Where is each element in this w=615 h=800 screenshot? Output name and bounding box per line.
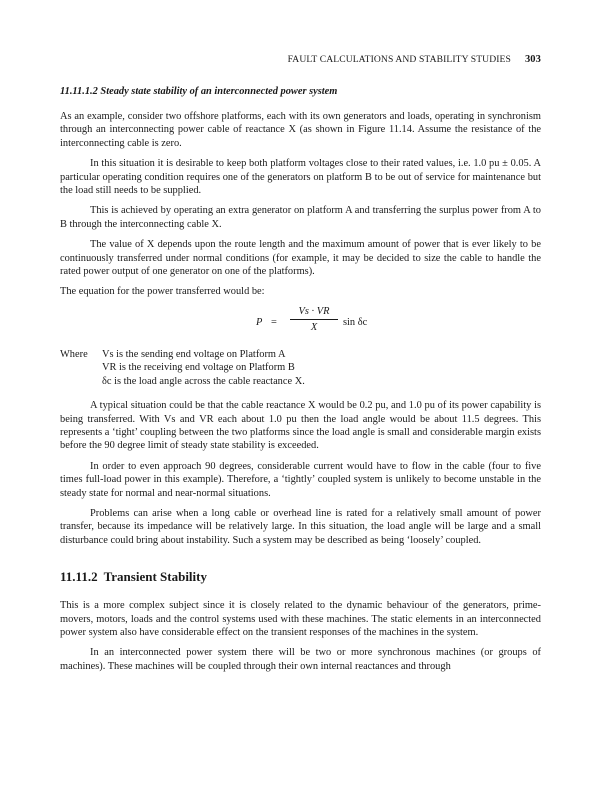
paragraph-2: In this situation it is desirable to keep both platform voltages close to their rated values, i.e. 1.0 pu ± 0.05. A particular operating condition requires one of the generators on platform B to be out of service for maintenance but the load still needs to be supplied. [60,158,541,197]
where-row [60,361,541,374]
equation-lhs: P [256,316,263,328]
where-row [60,348,541,361]
paragraph-7: In order to even approach 90 degrees, considerable current would have to flow in the cable (four to five times full-load power in this example). Therefore, a ‘tightly’ coupled system is unlikely to become unstable in the steady state for normal and near-normal situations. [60,460,541,499]
equation-denominator: X [310,321,318,333]
paragraph-1: As an example, consider two offshore platforms, each with its own generators and loads, operating in synchronism through an interconnecting power cable of reactance X (as shown in Figure 11.14. Assume the resistance of the interconnecting cable is zero. [60,111,541,149]
where-list [60,348,541,388]
power-equation [60,306,541,340]
page-number: 303 [524,54,541,65]
where-item: δc is the load angle across the cable reactance X. [102,375,305,387]
running-header [60,54,541,65]
paragraph-9: This is a more complex subject since it is closely related to the dynamic behaviour of the generators, prime-movers, motors, loads and the control systems used with these machines. The static elements in an interconnected power system also have considerable effect on the transient responses of the machines in the system. [60,600,541,638]
running-title: FAULT CALCULATIONS AND STABILITY STUDIES [287,54,511,65]
section-heading [60,569,541,585]
where-label: Where [60,348,88,360]
paragraph-4: The value of X depends upon the route length and the maximum amount of power that is ever likely to be continuously transferred under normal conditions (for example, it may be decided to size the cable to handle the rated power output of one generator on one of the platforms). [60,239,541,278]
paragraph-8: Problems can arise when a long cable or overhead line is rated for a relatively small amount of power transfer, because its impedance will be relatively large. In this situation, the load angle will be large and a small disturbance could bring about instability. Such a system may be described as being ‘loosely’ coupled. [60,507,541,546]
paragraph-10: In an interconnected power system there will be two or more synchronous machines (or groups of machines). These machines will be coupled through their own internal reactances and through [60,647,541,672]
page-body [60,86,541,680]
equation-trig: sin δc [343,316,368,328]
equation-equals: = [271,316,277,328]
paragraph-5: The equation for the power transferred would be: [60,286,265,298]
section-title: Transient Stability [103,569,207,585]
where-item: Vs is the sending end voltage on Platform A [102,348,286,360]
where-row [60,375,541,388]
equation-fraction [290,306,338,333]
equation-numerator: Vs · VR [290,306,338,320]
paragraph-6: A typical situation could be that the cable reactance X would be 0.2 pu, and 1.0 pu of its power capability is being transferred. With Vs and VR each about 1.0 pu then the load angle would be about 11.5 degrees. This represents a ‘tight’ coupling between the two platforms since the load angle is small and considerable margin exists before the 90 degree limit of steady state stability is exceeded. [60,400,541,452]
paragraph-3: This is achieved by operating an extra generator on platform A and transferring the surplus power from A to B through the interconnecting cable X. [60,205,541,230]
section-number: 11.11.2 [60,569,98,585]
subsection-heading: 11.11.1.2 Steady state stability of an interconnected power system [60,86,338,97]
where-item: VR is the receiving end voltage on Platform B [102,362,295,374]
